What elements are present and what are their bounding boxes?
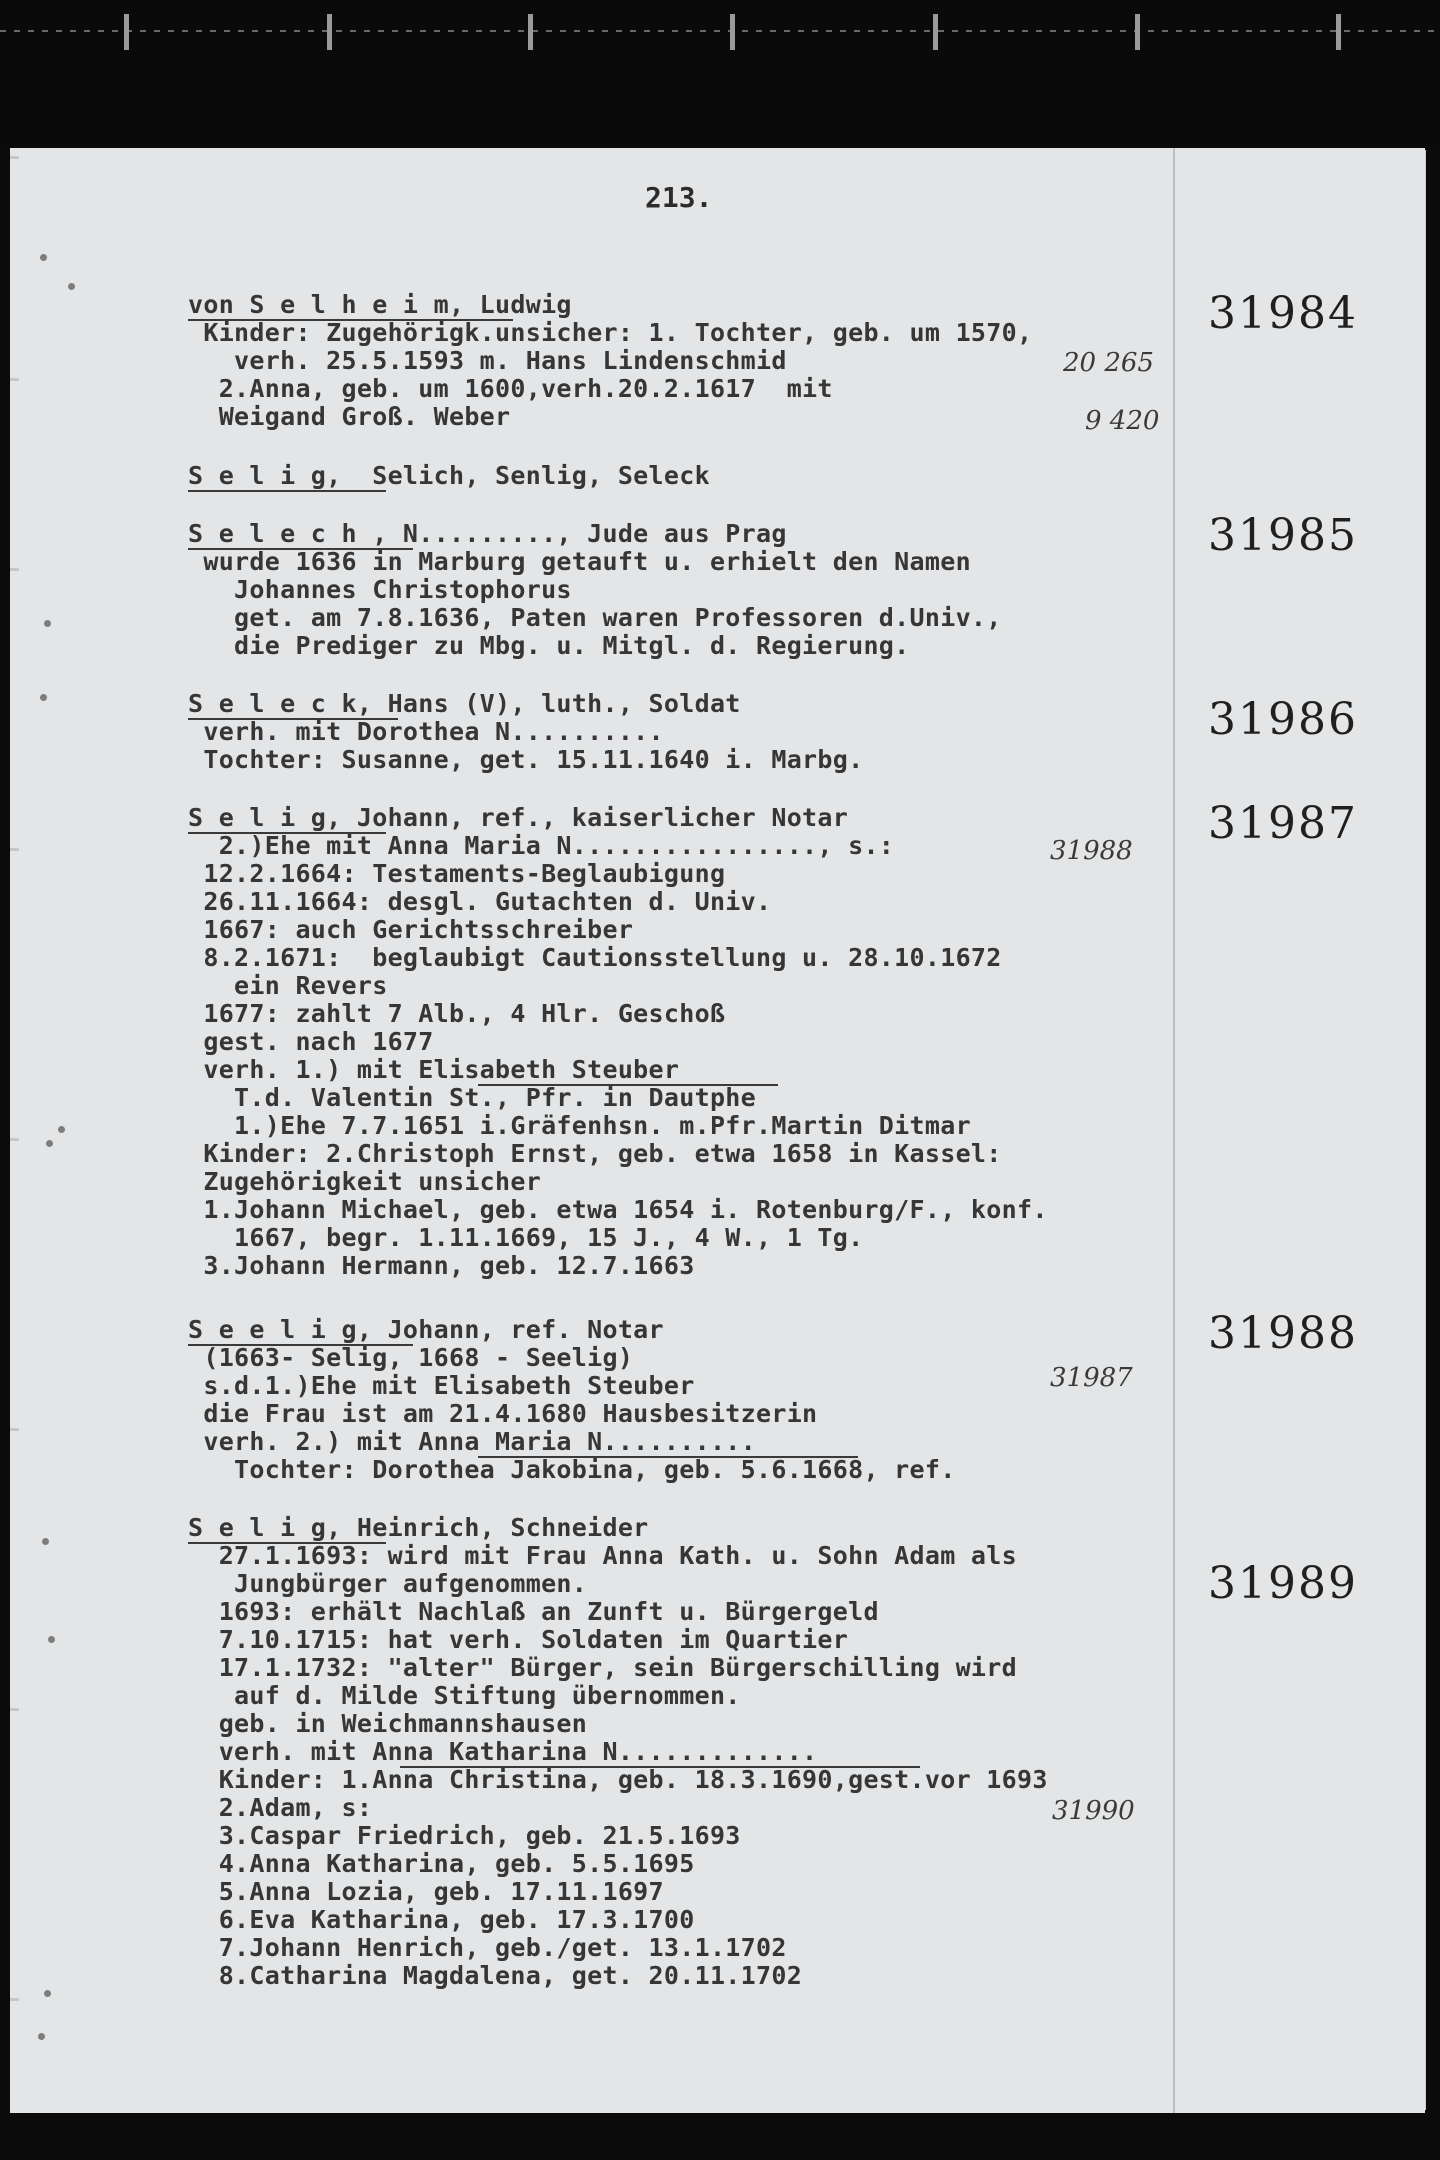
film-tick-mark: [327, 14, 332, 50]
entry-31989-line-14: 5.Anna Lozia, geb. 17.11.1697: [188, 1877, 664, 1906]
entry-31989-line-4: 1693: erhält Nachlaß an Zunft u. Bürgergeld: [188, 1597, 879, 1626]
entry-31984-line-2: Kinder: Zugehörigk.unsicher: 1. Tochter, geb. um 1570,: [188, 318, 1033, 347]
film-perforation-line: [0, 30, 1440, 32]
entry-31987-line-7: ein Revers: [188, 971, 388, 1000]
entry-31989-line-11: 2.Adam, s:: [188, 1793, 373, 1822]
entry-31984-line-5: Weigand Groß. Weber: [188, 402, 511, 431]
entry-31985-line-3: Johannes Christophorus: [188, 575, 572, 604]
entry-31989-line-12: 3.Caspar Friedrich, geb. 21.5.1693: [188, 1821, 741, 1850]
margin-mark: [10, 568, 19, 571]
margin-mark: [10, 378, 19, 381]
entry-31985-line-5: die Prediger zu Mbg. u. Mitgl. d. Regierung.: [188, 631, 910, 660]
punch-dot: [44, 1990, 51, 1997]
entry-31987-line-5: 1667: auch Gerichtsschreiber: [188, 915, 634, 944]
film-tick-mark: [730, 14, 735, 50]
surname-underline: [188, 490, 386, 492]
entry-31988-line-6: Tochter: Dorothea Jakobina, geb. 5.6.1668, ref.: [188, 1455, 956, 1484]
entry-31989-line-17: 8.Catharina Magdalena, get. 20.11.1702: [188, 1961, 803, 1990]
entry-31984-line-1: von S e l h e i m, Ludwig: [188, 290, 572, 319]
punch-dot: [38, 2033, 45, 2040]
punch-dot: [68, 283, 75, 290]
punch-dot: [40, 694, 47, 701]
entry-31987-line-15: 1.Johann Michael, geb. etwa 1654 i. Rotenburg/F., konf.: [188, 1195, 1048, 1224]
entry-31989-line-16: 7.Johann Henrich, geb./get. 13.1.1702: [188, 1933, 787, 1962]
entry-31989-line-6: 17.1.1732: "alter" Bürger, sein Bürgerschilling wird: [188, 1653, 1017, 1682]
handwritten-note: 20 265: [1063, 348, 1154, 378]
handwritten-note: 31990: [1052, 1796, 1135, 1826]
film-tick-mark: [124, 14, 129, 50]
margin-mark: [10, 848, 19, 851]
entry-31989-line-8: geb. in Weichmannshausen: [188, 1709, 588, 1738]
entry-31987-line-10: verh. 1.) mit Elisabeth Steuber: [188, 1055, 680, 1084]
entry-31985-line-4: get. am 7.8.1636, Paten waren Professoren d.Univ.,: [188, 603, 1002, 632]
record-number-31987: 31987: [1208, 798, 1358, 849]
entry-31989-line-9: verh. mit Anna Katharina N.............: [188, 1737, 818, 1766]
entry-31984-line-4: 2.Anna, geb. um 1600,verh.20.2.1617 mit: [188, 374, 833, 403]
handwritten-note: 9 420: [1085, 406, 1160, 436]
entry-31987-line-9: gest. nach 1677: [188, 1027, 434, 1056]
entry-31989-line-5: 7.10.1715: hat verh. Soldaten im Quartier: [188, 1625, 849, 1654]
entry-31989-line-2: 27.1.1693: wird mit Frau Anna Kath. u. Sohn Adam als: [188, 1541, 1017, 1570]
punch-dot: [42, 1538, 49, 1545]
entry-31986-line-3: Tochter: Susanne, get. 15.11.1640 i. Marbg.: [188, 745, 864, 774]
entry-31987-line-14: Zugehörigkeit unsicher: [188, 1167, 542, 1196]
punch-dot: [44, 620, 51, 627]
entry-31988-line-1: S e e l i g, Johann, ref. Notar: [188, 1315, 664, 1344]
entry-31987-line-4: 26.11.1664: desgl. Gutachten d. Univ.: [188, 887, 772, 916]
entry-31987-line-16: 1667, begr. 1.11.1669, 15 J., 4 W., 1 Tg.: [188, 1223, 864, 1252]
entry-31987-line-11: T.d. Valentin St., Pfr. in Dautphe: [188, 1083, 756, 1112]
record-number-31985: 31985: [1208, 510, 1358, 561]
index-card: [10, 148, 1425, 2113]
entry-31987-line-17: 3.Johann Hermann, geb. 12.7.1663: [188, 1251, 695, 1280]
entry-31987-line-12: 1.)Ehe 7.7.1651 i.Gräfenhsn. m.Pfr.Martin Ditmar: [188, 1111, 971, 1140]
record-number-31986: 31986: [1208, 694, 1358, 745]
entry-31988-line-5: verh. 2.) mit Anna Maria N..........: [188, 1427, 756, 1456]
entry-31987-line-13: Kinder: 2.Christoph Ernst, geb. etwa 1658 in Kassel:: [188, 1139, 1002, 1168]
margin-mark: [10, 156, 19, 159]
record-number-31989: 31989: [1208, 1558, 1358, 1609]
entry-31986-line-1: S e l e c k, Hans (V), luth., Soldat: [188, 689, 741, 718]
record-number-31988: 31988: [1208, 1308, 1358, 1359]
margin-mark: [10, 1998, 19, 2001]
entry-31989-line-1: S e l i g, Heinrich, Schneider: [188, 1513, 649, 1542]
entry-31986-line-2: verh. mit Dorothea N..........: [188, 717, 664, 746]
cross-reference-line: S e l i g, Selich, Senlig, Seleck: [188, 461, 710, 490]
entry-31987-line-8: 1677: zahlt 7 Alb., 4 Hlr. Geschoß: [188, 999, 726, 1028]
page-number: 213.: [645, 181, 713, 214]
entry-31987-line-2: 2.)Ehe mit Anna Maria N................, s.:: [188, 831, 895, 860]
punch-dot: [46, 1140, 53, 1147]
punch-dot: [40, 254, 47, 261]
margin-mark: [10, 1138, 19, 1141]
film-top-strip: [0, 0, 1440, 150]
film-tick-mark: [528, 14, 533, 50]
handwritten-note: 31988: [1050, 836, 1133, 866]
entry-31989-line-10: Kinder: 1.Anna Christina, geb. 18.3.1690,gest.vor 1693: [188, 1765, 1048, 1794]
entry-31987-line-1: S e l i g, Johann, ref., kaiserlicher Notar: [188, 803, 849, 832]
entry-31984-line-3: verh. 25.5.1593 m. Hans Lindenschmid: [188, 346, 787, 375]
entry-31989-line-7: auf d. Milde Stiftung übernommen.: [188, 1681, 741, 1710]
margin-rule: [1173, 148, 1175, 2113]
handwritten-note: 31987: [1050, 1363, 1133, 1393]
margin-mark: [10, 1428, 19, 1431]
film-tick-mark: [933, 14, 938, 50]
entry-31989-line-15: 6.Eva Katharina, geb. 17.3.1700: [188, 1905, 695, 1934]
entry-31988-line-3: s.d.1.)Ehe mit Elisabeth Steuber: [188, 1371, 695, 1400]
entry-31987-line-3: 12.2.1664: Testaments-Beglaubigung: [188, 859, 726, 888]
entry-31988-line-4: die Frau ist am 21.4.1680 Hausbesitzerin: [188, 1399, 818, 1428]
entry-31988-line-2: (1663- Selig, 1668 - Seelig): [188, 1343, 634, 1372]
entry-31985-line-1: S e l e c h , N........., Jude aus Prag: [188, 519, 787, 548]
entry-31989-line-3: Jungbürger aufgenommen.: [188, 1569, 588, 1598]
film-tick-mark: [1336, 14, 1341, 50]
punch-dot: [58, 1126, 65, 1133]
punch-dot: [48, 1636, 55, 1643]
entry-31985-line-2: wurde 1636 in Marburg getauft u. erhielt den Namen: [188, 547, 971, 576]
film-tick-mark: [1135, 14, 1140, 50]
margin-mark: [10, 1708, 19, 1711]
entry-31989-line-13: 4.Anna Katharina, geb. 5.5.1695: [188, 1849, 695, 1878]
record-number-31984: 31984: [1208, 288, 1358, 339]
entry-31987-line-6: 8.2.1671: beglaubigt Cautionsstellung u. 28.10.1672: [188, 943, 1002, 972]
